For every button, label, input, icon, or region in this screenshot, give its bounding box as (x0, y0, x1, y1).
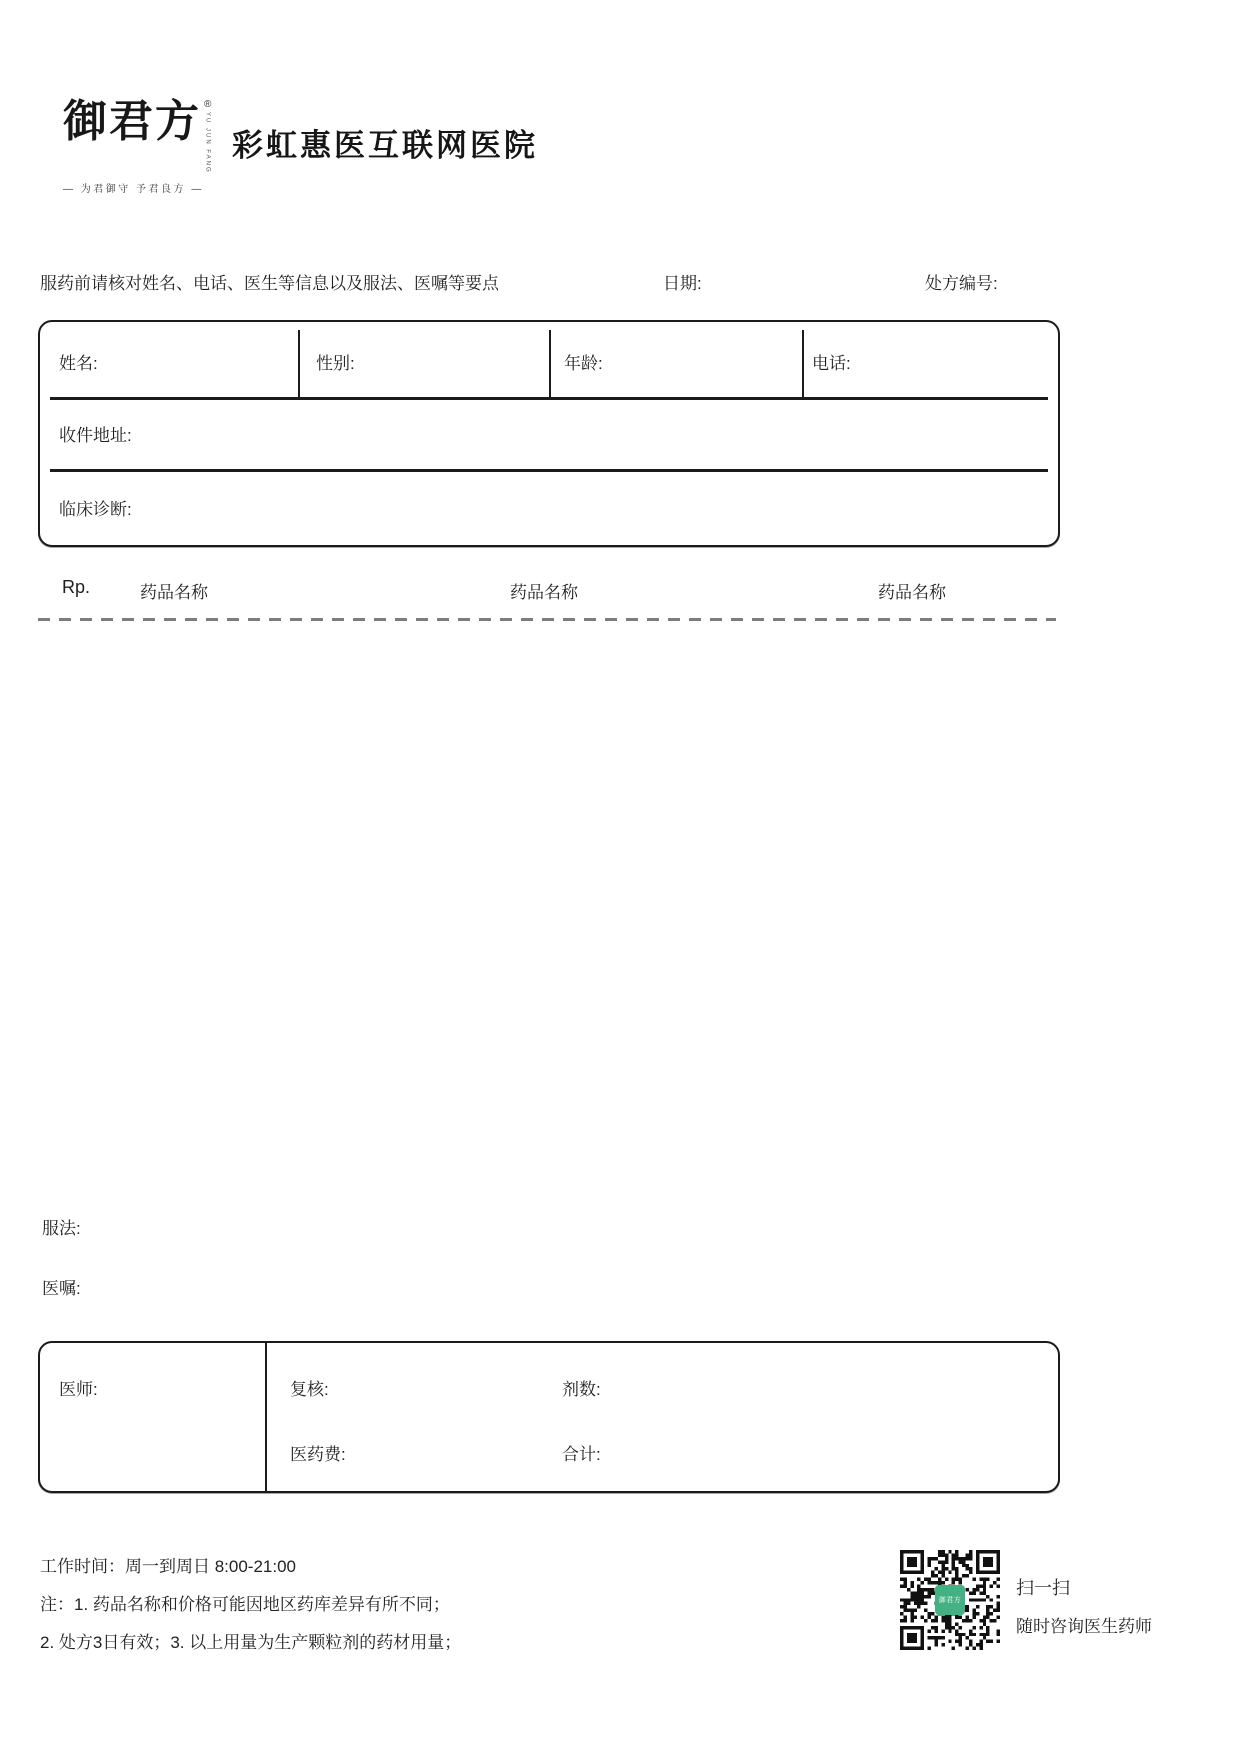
patient-gender-label: 性别: (316, 354, 355, 373)
brand-logo-pinyin: YU JUN FANG (204, 112, 211, 174)
registered-trademark-icon: ® (204, 99, 212, 110)
dashed-divider (38, 618, 1056, 621)
drug-name-column-header: 药品名称 (140, 583, 208, 602)
date-label: 日期: (663, 274, 702, 293)
dose-count-label: 剂数: (562, 1380, 601, 1399)
pre-use-notice: 服药前请核对姓名、电话、医生等信息以及服法、医嘱等要点 (40, 274, 499, 293)
cell-divider (265, 1343, 267, 1491)
patient-phone-label: 电话: (812, 354, 851, 373)
rp-label: Rp. (62, 577, 91, 597)
row-divider (50, 469, 1048, 472)
qr-center-logo: 御君方 (935, 1585, 965, 1615)
signoff-box (38, 1341, 1060, 1493)
note-line-2: 2. 处方3日有效；3. 以上用量为生产颗粒剂的药材用量； (40, 1633, 462, 1652)
usage-label: 服法: (42, 1219, 81, 1238)
drug-name-column-header: 药品名称 (878, 583, 946, 602)
row-divider (50, 397, 1048, 400)
clinical-diagnosis-label: 临床诊断: (59, 500, 132, 519)
work-hours: 工作时间：周一到周日 8:00-21:00 (40, 1557, 297, 1576)
drug-name-column-header: 药品名称 (510, 583, 578, 602)
total-label: 合计: (562, 1445, 601, 1464)
doctor-advice-label: 医嘱: (42, 1279, 81, 1298)
physician-label: 医师: (59, 1380, 98, 1399)
brand-logo (63, 96, 212, 195)
brand-tagline: — 为君御守 予君良方 — (63, 183, 204, 195)
scan-label: 扫一扫 (1016, 1578, 1070, 1598)
scan-sub-label: 随时咨询医生药师 (1016, 1617, 1152, 1636)
shipping-address-label: 收件地址: (59, 426, 132, 445)
rx-number-label: 处方编号: (925, 274, 998, 293)
cell-divider (298, 330, 300, 397)
medical-fee-label: 医药费: (290, 1445, 346, 1464)
brand-logo-marks (204, 100, 211, 174)
review-label: 复核: (290, 1380, 329, 1399)
cell-divider (802, 330, 804, 397)
cell-divider (549, 330, 551, 397)
patient-age-label: 年龄: (564, 354, 603, 373)
hospital-title: 彩虹惠医互联网医院 (232, 128, 538, 163)
qr-code (900, 1550, 1000, 1650)
note-line-1: 注：1. 药品名称和价格可能因地区药库差异有所不同； (40, 1595, 450, 1614)
patient-info-box (38, 320, 1060, 547)
patient-name-label: 姓名: (59, 354, 98, 373)
brand-logo-name: 御君方 (63, 96, 201, 147)
